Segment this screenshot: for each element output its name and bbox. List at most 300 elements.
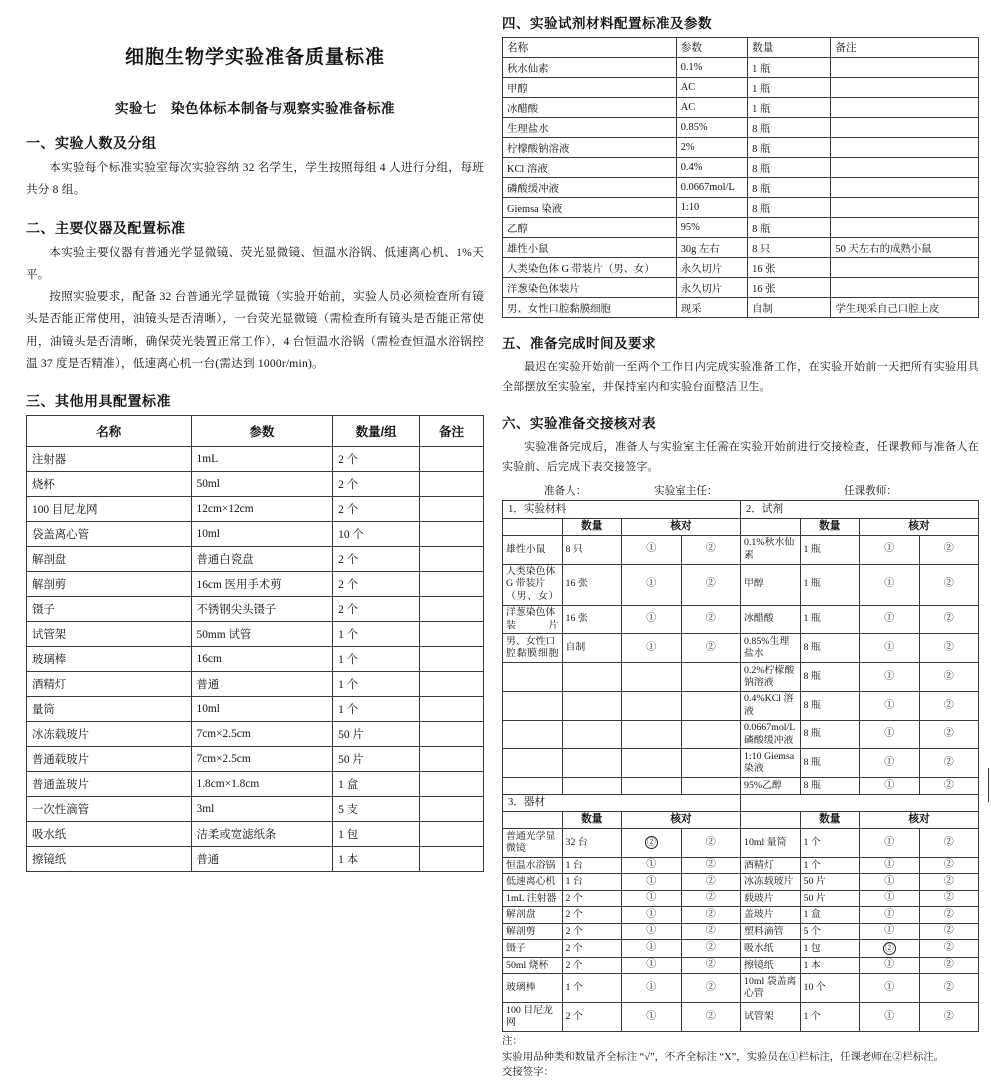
cell-qty: 2 个	[333, 497, 420, 522]
check-mark-1[interactable]: ①	[622, 874, 682, 891]
column-header-name: 名称	[27, 416, 192, 447]
cell-qty: 50 片	[333, 722, 420, 747]
table-row	[27, 722, 484, 747]
cell-name: 人类染色体 G 带装片（男、女）	[503, 258, 677, 278]
check-mark-1[interactable]: ①	[622, 564, 682, 605]
cell-name: 解剖盘	[27, 547, 192, 572]
cell-note	[831, 158, 979, 178]
cell-name: 量筒	[27, 697, 192, 722]
cell-equipment-qty: 1 包	[800, 940, 860, 958]
cell-qty: 2 个	[333, 447, 420, 472]
check-mark-1[interactable]: ①	[860, 1003, 920, 1032]
cell-param: 1:10	[676, 198, 747, 218]
table-row	[503, 501, 979, 518]
check-mark-1[interactable]: ①	[622, 857, 682, 874]
table-row	[27, 472, 484, 497]
table-row	[27, 572, 484, 597]
check-mark-2[interactable]: ②	[681, 634, 741, 663]
check-mark-1[interactable]	[622, 663, 682, 692]
cell-qty: 1 个	[333, 647, 420, 672]
table-row	[503, 749, 979, 778]
check-mark-1[interactable]: ①	[622, 605, 682, 634]
cell-qty: 2 个	[333, 572, 420, 597]
check-mark-1[interactable]: ①	[622, 634, 682, 663]
check-mark-2[interactable]: ②	[681, 605, 741, 634]
check-mark-1[interactable]: ①	[860, 857, 920, 874]
cell-equipment-qty: 2 个	[562, 1003, 622, 1032]
cell-qty: 16 张	[748, 278, 831, 298]
table-header-row	[503, 38, 979, 58]
cell-param: 1.8cm×1.8cm	[191, 772, 333, 797]
table-row	[503, 158, 979, 178]
cell-equipment-qty: 10 个	[800, 974, 860, 1003]
cell-reagent-name: 0.2%柠檬酸钠溶液	[741, 663, 801, 692]
handover-checklist-body	[503, 501, 979, 1032]
column-header-qty-right: 数量	[800, 518, 860, 535]
check-mark-2[interactable]: ②	[681, 564, 741, 605]
cell-qty: 1 个	[333, 697, 420, 722]
column-header-param: 参数	[191, 416, 333, 447]
check-mark-1[interactable]	[622, 778, 682, 795]
check-mark-1[interactable]: ①	[860, 890, 920, 907]
check-mark-2[interactable]	[681, 720, 741, 749]
table-row	[503, 890, 979, 907]
check-mark-1[interactable]: ①	[860, 634, 920, 663]
table-row	[503, 178, 979, 198]
table-row	[503, 634, 979, 663]
check-mark-2[interactable]: ②	[919, 907, 979, 924]
table-row	[503, 98, 979, 118]
cell-note	[831, 138, 979, 158]
cell-material-qty	[562, 749, 622, 778]
cell-param: 50mm 试管	[191, 622, 333, 647]
cell-name: 玻璃棒	[27, 647, 192, 672]
table-row	[503, 535, 979, 564]
cell-note	[420, 647, 484, 672]
cell-name: 普通盖玻片	[27, 772, 192, 797]
check-mark-1[interactable]	[622, 749, 682, 778]
cell-material-qty	[562, 691, 622, 720]
table-row	[503, 278, 979, 298]
cell-equipment-name: 塑料滴管	[741, 923, 801, 940]
table-row	[27, 597, 484, 622]
cell-name: 酒精灯	[27, 672, 192, 697]
cell-qty: 1 个	[333, 622, 420, 647]
check-mark-2[interactable]: ②	[919, 564, 979, 605]
cell-name: 普通载玻片	[27, 747, 192, 772]
section-heading-5: 五、准备完成时间及要求	[502, 336, 656, 351]
check-mark-2[interactable]: ②	[681, 1003, 741, 1032]
cell-qty: 8 瓶	[748, 138, 831, 158]
cell-note	[831, 258, 979, 278]
check-mark-1[interactable]: ①	[860, 874, 920, 891]
check-mark-2[interactable]: ②	[919, 974, 979, 1003]
check-mark-2[interactable]: ②	[681, 535, 741, 564]
cell-reagent-qty: 1 瓶	[800, 535, 860, 564]
cell-note	[420, 472, 484, 497]
check-mark-1[interactable]: ①	[860, 535, 920, 564]
table-row	[503, 829, 979, 858]
cell-name: 男、女性口腔黏膜细胞	[503, 298, 677, 318]
cell-material-qty	[562, 663, 622, 692]
check-mark-1[interactable]	[622, 691, 682, 720]
table-row	[503, 78, 979, 98]
cell-param: 永久切片	[676, 258, 747, 278]
cell-reagent-qty: 8 瓶	[800, 634, 860, 663]
cell-param: 永久切片	[676, 278, 747, 298]
section-1-body: 本实验每个标准实验室每次实验容纳 32 名学生，学生按照每组 4 人进行分组，每班共分 8 组。	[26, 161, 484, 197]
cell-qty: 1 个	[333, 672, 420, 697]
cell-material-qty	[562, 720, 622, 749]
cell-equipment-qty: 2 个	[562, 957, 622, 974]
cell-note	[831, 178, 979, 198]
check-mark-2[interactable]: ②	[919, 663, 979, 692]
check-mark-2[interactable]: ②	[919, 749, 979, 778]
table-row	[27, 822, 484, 847]
check-mark-2[interactable]: ②	[681, 907, 741, 924]
cell-qty: 1 瓶	[748, 98, 831, 118]
table-row	[27, 672, 484, 697]
left-column	[0, 0, 500, 866]
check-mark-1[interactable]: ①	[860, 907, 920, 924]
cell-qty: 10 个	[333, 522, 420, 547]
cell-name: 冰醋酸	[503, 98, 677, 118]
cell-equipment-name: 1mL 注射器	[503, 890, 563, 907]
cell-reagent-qty: 8 瓶	[800, 720, 860, 749]
group-title-materials: 1．实验材料	[503, 501, 741, 518]
cell-equipment-qty: 5 个	[800, 923, 860, 940]
lab-director-signature-label: 实验室主任：	[654, 486, 718, 498]
check-mark-2[interactable]	[681, 663, 741, 692]
check-mark-2[interactable]: ②	[919, 940, 979, 958]
cell-equipment-name: 解剖盘	[503, 907, 563, 924]
cell-reagent-qty: 8 瓶	[800, 749, 860, 778]
signature-line	[502, 483, 979, 498]
check-mark-2[interactable]: ②	[919, 691, 979, 720]
table-row	[503, 218, 979, 238]
cell-qty: 自制	[748, 298, 831, 318]
check-mark-2[interactable]	[681, 749, 741, 778]
other-supplies-table-body	[27, 447, 484, 872]
check-mark-2[interactable]: ②	[919, 857, 979, 874]
cell-qty: 2 个	[333, 547, 420, 572]
column-header-qty: 数量/组	[333, 416, 420, 447]
check-mark-1[interactable]: ①	[622, 957, 682, 974]
cell-qty: 8 瓶	[748, 158, 831, 178]
group-title-reagents: 2．试剂	[741, 501, 979, 518]
check-mark-1[interactable]: ①	[622, 1003, 682, 1032]
cell-name: 雄性小鼠	[503, 238, 677, 258]
check-mark-2[interactable]: ②	[919, 720, 979, 749]
cell-equipment-name: 10ml 量筒	[741, 829, 801, 858]
cell-param: 普通	[191, 672, 333, 697]
cell-param: 不锈钢尖头镊子	[191, 597, 333, 622]
section-heading-1: 一、实验人数及分组	[26, 135, 157, 151]
check-mark-1[interactable]: ①	[860, 957, 920, 974]
cell-param: 16cm	[191, 647, 333, 672]
cell-qty: 1 包	[333, 822, 420, 847]
column-header-check-right: 核对	[860, 811, 979, 828]
cell-equipment-name: 擦镜纸	[741, 957, 801, 974]
check-mark-1[interactable]: ①	[860, 564, 920, 605]
cell-note	[831, 118, 979, 138]
spacer-cell-left	[503, 811, 563, 828]
cell-reagent-name: 冰醋酸	[741, 605, 801, 634]
check-mark-2[interactable]: ②	[919, 923, 979, 940]
table-row	[27, 547, 484, 572]
column-header-note: 备注	[831, 38, 979, 58]
cell-equipment-name: 盖玻片	[741, 907, 801, 924]
section-6-body: 实验准备完成后，准备人与实验室主任需在实验开始前进行交接检查，任课教师与准备人在实验前、后完成下表交接签字。	[502, 440, 979, 474]
cell-name: 吸水纸	[27, 822, 192, 847]
check-mark-1[interactable]: ①	[860, 829, 920, 858]
cell-note	[420, 597, 484, 622]
cell-name: 磷酸缓冲液	[503, 178, 677, 198]
check-mark-2[interactable]: ②	[681, 857, 741, 874]
cell-note	[420, 672, 484, 697]
cell-equipment-name: 冰冻载玻片	[741, 874, 801, 891]
cell-qty: 8 瓶	[748, 178, 831, 198]
table-row	[503, 605, 979, 634]
table-row	[503, 794, 979, 811]
check-mark-2[interactable]: ②	[919, 829, 979, 858]
check-mark-1[interactable]	[622, 829, 682, 858]
handover-checklist-table	[502, 500, 979, 1032]
double-circle-mark: ②	[646, 837, 656, 848]
spacer-cell-right	[741, 518, 801, 535]
check-mark-2[interactable]: ②	[681, 874, 741, 891]
cell-note: 学生现采自己口腔上皮	[831, 298, 979, 318]
cell-qty: 2 个	[333, 472, 420, 497]
cell-note	[831, 78, 979, 98]
cell-equipment-qty: 1 台	[562, 874, 622, 891]
check-mark-2[interactable]: ②	[919, 778, 979, 795]
cell-equipment-name: 低速离心机	[503, 874, 563, 891]
cell-name: 袋盖离心管	[27, 522, 192, 547]
column-header-name: 名称	[503, 38, 677, 58]
table-row	[503, 58, 979, 78]
cell-reagent-name: 0.85%生理盐水	[741, 634, 801, 663]
table-row	[503, 940, 979, 958]
cell-reagent-qty: 8 瓶	[800, 691, 860, 720]
cell-qty: 1 瓶	[748, 58, 831, 78]
table-row	[503, 974, 979, 1003]
check-mark-2[interactable]: ②	[681, 829, 741, 858]
check-mark-1[interactable]: ①	[622, 535, 682, 564]
double-circle-mark: ②	[884, 942, 894, 953]
cell-qty: 1 瓶	[748, 78, 831, 98]
cell-reagent-qty: 1 瓶	[800, 605, 860, 634]
cell-equipment-qty: 50 片	[800, 874, 860, 891]
table-row	[27, 747, 484, 772]
cell-name: Giemsa 染液	[503, 198, 677, 218]
cell-reagent-name: 0.4%KCl 溶液	[741, 691, 801, 720]
right-column	[500, 0, 991, 1079]
check-mark-2[interactable]	[681, 691, 741, 720]
section-heading-4: 四、实验试剂材料配置标准及参数	[502, 16, 712, 31]
cell-material-name: 男、女性口腔黏膜细胞	[503, 634, 563, 663]
cell-equipment-qty: 2 个	[562, 890, 622, 907]
column-header-param: 参数	[676, 38, 747, 58]
column-header-check-right: 核对	[860, 518, 979, 535]
table-row	[503, 238, 979, 258]
table-row	[27, 447, 484, 472]
cell-name: 乙醇	[503, 218, 677, 238]
check-mark-1[interactable]: ①	[860, 605, 920, 634]
cell-equipment-qty: 1 本	[800, 957, 860, 974]
check-mark-1[interactable]: ①	[622, 890, 682, 907]
cell-note	[420, 722, 484, 747]
column-header-qty-left: 数量	[562, 811, 622, 828]
cell-name: 解剖剪	[27, 572, 192, 597]
cell-note	[831, 218, 979, 238]
cell-equipment-name: 镊子	[503, 940, 563, 958]
section-heading-6: 六、实验准备交接核对表	[502, 415, 656, 431]
cell-param: 12cm×12cm	[191, 497, 333, 522]
table-row	[503, 778, 979, 795]
cell-name: 镊子	[27, 597, 192, 622]
check-mark-1[interactable]: ①	[622, 940, 682, 958]
cell-reagent-name: 1:10 Giemsa 染液	[741, 749, 801, 778]
section-2-body-1: 本实验主要仪器有普通光学显微镜、荧光显微镜、恒温水浴锅、低速离心机、1%天平。	[26, 245, 484, 281]
cell-equipment-name: 10ml 袋盖离心管	[741, 974, 801, 1003]
check-mark-1[interactable]: ①	[860, 691, 920, 720]
cell-note	[420, 522, 484, 547]
page-subtitle: 实验七 染色体标本制备与观察实验准备标准	[115, 101, 395, 116]
check-mark-2[interactable]: ②	[919, 874, 979, 891]
check-mark-1[interactable]: ①	[622, 974, 682, 1003]
cell-name: 洋葱染色体装片	[503, 278, 677, 298]
notes-line-2: 交接签字：	[502, 1067, 554, 1079]
cell-reagent-qty: 8 瓶	[800, 663, 860, 692]
cell-reagent-name: 0.1%秋水仙素	[741, 535, 801, 564]
check-mark-1[interactable]: ①	[860, 749, 920, 778]
check-mark-1[interactable]: ①	[860, 663, 920, 692]
page-edge-mark	[988, 768, 989, 802]
cell-name: 烧杯	[27, 472, 192, 497]
cell-material-name: 雄性小鼠	[503, 535, 563, 564]
check-mark-1[interactable]: ①	[860, 974, 920, 1003]
table-row	[503, 874, 979, 891]
table-row	[27, 497, 484, 522]
check-mark-1[interactable]: ①	[622, 923, 682, 940]
table-row	[27, 847, 484, 872]
check-mark-2[interactable]: ②	[919, 957, 979, 974]
cell-material-name	[503, 691, 563, 720]
check-mark-2[interactable]: ②	[919, 634, 979, 663]
table-row	[27, 647, 484, 672]
check-mark-1[interactable]: ①	[860, 778, 920, 795]
cell-equipment-qty: 32 台	[562, 829, 622, 858]
column-header-qty-right: 数量	[800, 811, 860, 828]
table-row	[27, 697, 484, 722]
cell-equipment-qty: 2 个	[562, 923, 622, 940]
check-mark-2[interactable]: ②	[919, 890, 979, 907]
cell-param: 95%	[676, 218, 747, 238]
table-row	[503, 138, 979, 158]
check-mark-1[interactable]: ①	[622, 907, 682, 924]
table-row	[503, 923, 979, 940]
check-mark-1[interactable]	[622, 720, 682, 749]
cell-param: 0.1%	[676, 58, 747, 78]
cell-equipment-qty: 1 个	[800, 857, 860, 874]
check-mark-2[interactable]: ②	[681, 923, 741, 940]
cell-param: 0.85%	[676, 118, 747, 138]
cell-note	[831, 278, 979, 298]
table-row	[503, 564, 979, 605]
check-mark-1[interactable]	[860, 940, 920, 958]
cell-equipment-name: 吸水纸	[741, 940, 801, 958]
table-row	[503, 258, 979, 278]
cell-equipment-qty: 50 片	[800, 890, 860, 907]
cell-equipment-name: 载玻片	[741, 890, 801, 907]
preparer-signature-label: 准备人：	[544, 486, 587, 498]
table-row	[503, 857, 979, 874]
cell-name: 擦镜纸	[27, 847, 192, 872]
cell-material-name	[503, 720, 563, 749]
cell-equipment-qty: 1 个	[562, 974, 622, 1003]
check-mark-2[interactable]: ②	[681, 940, 741, 958]
cell-param: 洁柔或宽滤纸条	[191, 822, 333, 847]
table-row	[503, 720, 979, 749]
cell-name: 试管架	[27, 622, 192, 647]
check-mark-2[interactable]: ②	[919, 535, 979, 564]
section-heading-3: 三、其他用具配置标准	[26, 393, 171, 409]
cell-equipment-name: 试管架	[741, 1003, 801, 1032]
cell-material-name	[503, 749, 563, 778]
cell-qty: 1 本	[333, 847, 420, 872]
cell-equipment-qty: 1 台	[562, 857, 622, 874]
cell-equipment-qty: 1 个	[800, 829, 860, 858]
notes-label: 注：	[502, 1035, 523, 1047]
cell-param: 普通	[191, 847, 333, 872]
check-mark-1[interactable]: ①	[860, 923, 920, 940]
check-mark-2[interactable]: ②	[681, 890, 741, 907]
check-mark-2[interactable]: ②	[681, 957, 741, 974]
cell-reagent-name: 甲醇	[741, 564, 801, 605]
checklist-notes	[502, 1034, 979, 1081]
check-mark-2[interactable]: ②	[919, 605, 979, 634]
table-row	[503, 811, 979, 828]
column-header-qty: 数量	[748, 38, 831, 58]
cell-name: 柠檬酸钠溶液	[503, 138, 677, 158]
cell-equipment-name: 普通光学显微镜	[503, 829, 563, 858]
column-header-check-left: 核对	[622, 518, 741, 535]
cell-param: 7cm×2.5cm	[191, 722, 333, 747]
table-row	[503, 691, 979, 720]
check-mark-2[interactable]: ②	[681, 974, 741, 1003]
cell-qty: 16 张	[748, 258, 831, 278]
check-mark-2[interactable]	[681, 778, 741, 795]
teacher-signature-label: 任课教师：	[844, 486, 897, 498]
cell-qty: 8 瓶	[748, 118, 831, 138]
check-mark-2[interactable]: ②	[919, 1003, 979, 1032]
table-row	[503, 518, 979, 535]
cell-name: 100 目尼龙网	[27, 497, 192, 522]
table-header-row	[27, 416, 484, 447]
group-title-equipment: 3．器材	[503, 794, 741, 811]
cell-qty: 50 片	[333, 747, 420, 772]
cell-param: 10ml	[191, 522, 333, 547]
section-5-body: 最迟在实验开始前一至两个工作日内完成实验准备工作，在实验开始前一天把所有实验用具全部摆放至实验室，并保持室内和实验台面整洁卫生。	[502, 361, 979, 394]
cell-equipment-name: 100 目尼龙网	[503, 1003, 563, 1032]
cell-name: KCl 溶液	[503, 158, 677, 178]
cell-param: 普通白瓷盘	[191, 547, 333, 572]
cell-note	[420, 847, 484, 872]
cell-note	[420, 497, 484, 522]
check-mark-1[interactable]: ①	[860, 720, 920, 749]
cell-qty: 8 瓶	[748, 218, 831, 238]
